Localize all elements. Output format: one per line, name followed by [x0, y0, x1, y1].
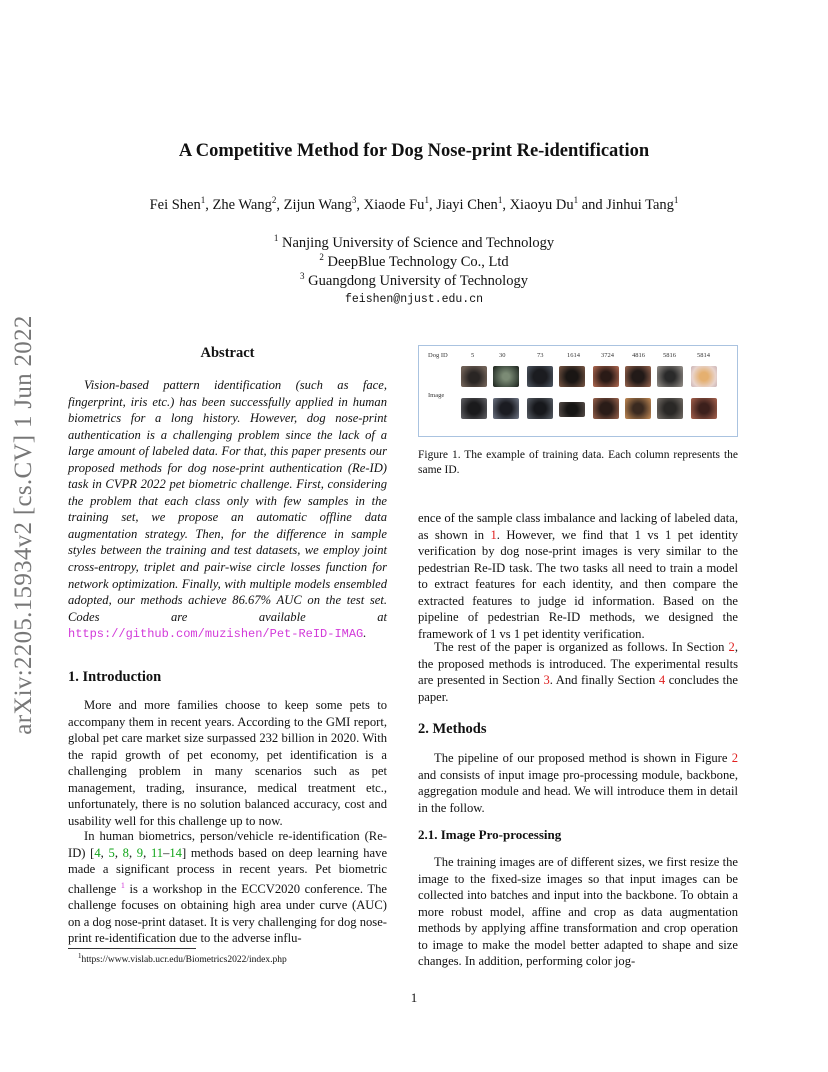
dog-id-label: 1614 — [567, 352, 580, 359]
intro-paragraph-1: More and more families choose to keep some pets to accompany them in recent years. According to the GMI report, global pet care market size surpassed 232 billion in 2020. With the rapid growth of pet economy, pet identification is a challenging problem in many scenarios such as pet management, trading, insurance, medical treatment etc., unfortunately, there is no solution balanced accuracy, cost and usability well for this challenge up to now. — [68, 698, 387, 828]
citation-link[interactable]: 5 — [108, 845, 115, 860]
affiliation: $^1$ Nanjing University of Science and Technology — [273, 233, 555, 251]
arxiv-stamp: arXiv:2205.15934v2 [cs.CV] 1 Jun 2022 — [10, 315, 37, 735]
dog-id-label: 5814 — [697, 352, 710, 359]
figure-ref-link[interactable]: 1 — [490, 527, 497, 542]
section-ref-link[interactable]: 2 — [728, 640, 735, 654]
citation-link[interactable]: 11 — [150, 845, 164, 860]
abstract-text: Vision-based pattern identification (such as face, fingerprint, iris etc.) has been successfully applied in human biometrics for a long history. However, dog nose-print authentication is a challenging problem since the lack of a large amount of labeled data. For that, this paper presents our proposed methods for dog nose-print authentication (Re-ID) task in CVPR 2022 pet biometric challenge. First, considering the problem that each class only with few samples in the training set, we propose an automatic offline data augmentation strategy. Then, for the difference in sample styles between the training and test datasets, we employ joint cross-entropy, triplet and pair-wise circle losses function for network optimization. Finally, with multiple models ensembled adopted, our methods achieve 86.67% AUC on the test set. Codes are available at https://github.com/muzishen/Pet-ReID-IMAG. — [68, 378, 387, 642]
nose-image — [527, 398, 553, 419]
author: Jinhui Tang$^1$ — [606, 195, 679, 213]
page-number: 1 — [410, 990, 418, 1005]
section-ref-link[interactable]: 4 — [658, 673, 666, 688]
figure-ref-link[interactable]: 2 — [731, 751, 738, 765]
code-link[interactable]: https://github.com/muzishen/Pet-ReID-IMAG — [68, 627, 364, 642]
intro-paragraph-2: In human biometrics, person/vehicle re-identification (Re-ID) [4, 5, 8, 9, 11–14] methods based on deep learning have made a significant process in recent years. Pet biometric challenge $^1$ is a workshop in the ECCV2020 conference. The challenge focuses on obtaining high area under curve (AUC) on a dog nose-print dataset. It is very challenging for dog nose-print re-identification due to the adverse influ- — [68, 829, 388, 946]
author: Zijun Wang$^3$ — [283, 195, 357, 213]
figure-1 — [418, 345, 738, 437]
nose-image — [625, 366, 651, 387]
abstract-heading: Abstract — [200, 345, 255, 361]
methods-paragraph: The pipeline of our proposed method is shown in Figure 2 and consists of input image pro-processing module, backbone, aggregation module and head. We will introduce them in detail in the follow. — [418, 751, 738, 815]
dog-id-label: 5816 — [663, 352, 676, 359]
intro-heading: 1. Introduction — [68, 669, 162, 685]
nose-image — [657, 366, 683, 387]
citation-link[interactable]: 14 — [169, 845, 182, 860]
right-paragraph-1: ence of the sample class imbalance and lacking of labeled data, as shown in 1. However, we find that 1 vs 1 pet identity verification by dog nose-print images is very similar to the pedestrian Re-ID task. The two tasks all need to train a model to extract features for each identity, and then compare the extracted features to judge id information. Based on the pipeline of pedestrian Re-ID methods, we designed the framework of 1 vs 1 pet identity verification. — [418, 511, 739, 641]
dog-id-label: 73 — [537, 352, 544, 359]
nose-image — [493, 366, 519, 387]
author: Jiayi Chen$^1$ — [436, 195, 503, 213]
right-paragraph-2: The rest of the paper is organized as follows. In Section 2, the proposed methods is introduced. The experimental results are presented in Section 3. And finally Section 4 concludes the paper. — [418, 640, 738, 704]
nose-image — [493, 398, 519, 419]
dog-id-label: 3724 — [601, 352, 614, 359]
citation-link[interactable]: 8 — [122, 845, 129, 860]
nose-image — [625, 398, 651, 419]
nose-image — [593, 366, 619, 387]
nose-image — [657, 398, 683, 419]
section-ref-link[interactable]: 3 — [543, 673, 550, 688]
author: Xiaoyu Du$^1$ — [509, 195, 579, 213]
paper-title: A Competitive Method for Dog Nose-print Re-identification — [178, 141, 650, 161]
figure-caption: Figure 1. The example of training data. Each column represents the same ID. — [418, 449, 738, 476]
footnote-divider — [68, 948, 196, 949]
footnote-ref[interactable]: 1 — [120, 880, 125, 890]
nose-image — [559, 366, 585, 387]
figure-row-label: Image — [428, 392, 445, 399]
nose-image — [593, 398, 619, 419]
dog-id-label: 30 — [499, 352, 506, 359]
affiliation: $^3$ Guangdong University of Technology — [300, 271, 528, 289]
nose-image — [461, 366, 487, 387]
preprocessing-paragraph: The training images are of different sizes, we first resize the image to the fixed-size images so that input images can be collected into batches and input into the backbone. To obtain a more robust model, affine and crop as data augmentation methods by applying affine transformation and crop operation to image to make the model better adapted to shape and size changes. In addition, performing color jog- — [418, 855, 738, 969]
methods-heading: 2. Methods — [418, 721, 487, 737]
author-email[interactable]: feishen@njust.edu.cn — [344, 293, 484, 306]
nose-image — [527, 366, 553, 387]
citation-link[interactable]: 4 — [94, 845, 101, 860]
dog-id-label: 4816 — [632, 352, 645, 359]
nose-image — [559, 402, 585, 417]
author: Xiaode Fu$^1$ — [363, 195, 429, 213]
author-list: Fei Shen$^1$, Zhe Wang$^2$, Zijun Wang$^3$, Xiaode Fu$^1$, Jiayi Chen$^1$, Xiaoyu Du$^1$ and Jinhui Tang$^1$ — [149, 195, 679, 213]
dog-id-label: 5 — [471, 352, 475, 359]
author: Fei Shen$^1$ — [149, 195, 206, 213]
author: Zhe Wang$^2$ — [212, 195, 277, 213]
affiliation: $^2$ DeepBlue Technology Co., Ltd — [319, 252, 509, 270]
subsection-heading: 2.1. Image Pro-processing — [418, 827, 562, 842]
figure-row-label: Dog ID — [428, 352, 448, 359]
nose-image — [691, 398, 717, 419]
nose-image — [691, 366, 717, 387]
nose-image — [461, 398, 487, 419]
footnote-url[interactable]: https://www.vislab.ucr.edu/Biometrics2022/index.php — [81, 955, 287, 966]
citation-link[interactable]: 9 — [136, 845, 144, 860]
footnote: $^1$https://www.vislab.ucr.edu/Biometrics2022/index.php — [78, 952, 287, 966]
